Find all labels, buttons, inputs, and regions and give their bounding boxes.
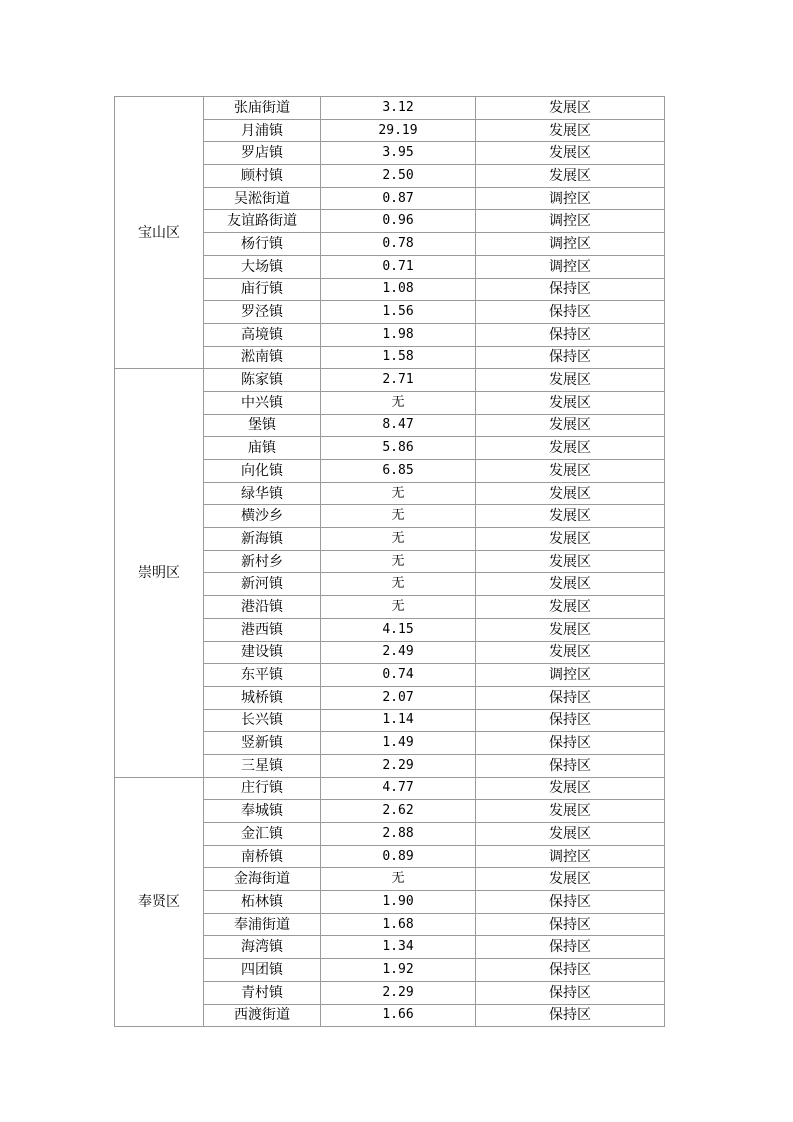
value-cell: 2.71 (321, 369, 476, 392)
zone-cell: 保持区 (476, 278, 665, 301)
value-cell: 2.62 (321, 800, 476, 823)
town-name-cell: 四团镇 (204, 959, 321, 982)
value-cell: 1.56 (321, 301, 476, 324)
value-cell: 无 (321, 573, 476, 596)
town-name-cell: 庙行镇 (204, 278, 321, 301)
town-name-cell: 金海街道 (204, 868, 321, 891)
zone-cell: 保持区 (476, 323, 665, 346)
value-cell: 0.74 (321, 664, 476, 687)
zone-cell: 调控区 (476, 210, 665, 233)
town-name-cell: 建设镇 (204, 641, 321, 664)
value-cell: 2.07 (321, 686, 476, 709)
zone-cell: 发展区 (476, 414, 665, 437)
zone-cell: 发展区 (476, 391, 665, 414)
value-cell: 1.90 (321, 891, 476, 914)
zone-cell: 发展区 (476, 505, 665, 528)
town-name-cell: 杨行镇 (204, 233, 321, 256)
zone-cell: 调控区 (476, 255, 665, 278)
town-name-cell: 张庙街道 (204, 97, 321, 120)
value-cell: 1.34 (321, 936, 476, 959)
value-cell: 无 (321, 505, 476, 528)
town-name-cell: 海湾镇 (204, 936, 321, 959)
town-name-cell: 高境镇 (204, 323, 321, 346)
town-name-cell: 庄行镇 (204, 777, 321, 800)
value-cell: 3.95 (321, 142, 476, 165)
zone-cell: 调控区 (476, 845, 665, 868)
district-town-table (114, 96, 665, 1027)
zone-cell: 保持区 (476, 754, 665, 777)
value-cell: 无 (321, 482, 476, 505)
value-cell: 1.49 (321, 732, 476, 755)
value-cell: 3.12 (321, 97, 476, 120)
zone-cell: 保持区 (476, 1004, 665, 1027)
value-cell: 8.47 (321, 414, 476, 437)
value-cell: 0.96 (321, 210, 476, 233)
value-cell: 0.89 (321, 845, 476, 868)
zone-cell: 发展区 (476, 119, 665, 142)
town-name-cell: 港西镇 (204, 618, 321, 641)
zone-cell: 保持区 (476, 959, 665, 982)
town-name-cell: 西渡街道 (204, 1004, 321, 1027)
town-name-cell: 友谊路街道 (204, 210, 321, 233)
district-name-cell: 奉贤区 (115, 777, 204, 1027)
value-cell: 1.98 (321, 323, 476, 346)
value-cell: 2.29 (321, 754, 476, 777)
zone-cell: 发展区 (476, 142, 665, 165)
zone-cell: 发展区 (476, 618, 665, 641)
value-cell: 4.15 (321, 618, 476, 641)
zone-cell: 调控区 (476, 187, 665, 210)
district-name-cell: 崇明区 (115, 369, 204, 777)
value-cell: 无 (321, 596, 476, 619)
zone-cell: 保持区 (476, 936, 665, 959)
town-name-cell: 城桥镇 (204, 686, 321, 709)
zone-cell: 保持区 (476, 686, 665, 709)
town-name-cell: 绿华镇 (204, 482, 321, 505)
town-name-cell: 新村乡 (204, 550, 321, 573)
value-cell: 无 (321, 528, 476, 551)
town-name-cell: 大场镇 (204, 255, 321, 278)
zone-cell: 发展区 (476, 437, 665, 460)
zone-cell: 发展区 (476, 868, 665, 891)
zone-cell: 发展区 (476, 482, 665, 505)
town-name-cell: 三星镇 (204, 754, 321, 777)
zone-cell: 发展区 (476, 573, 665, 596)
zone-cell: 保持区 (476, 981, 665, 1004)
table-row (115, 97, 665, 120)
town-name-cell: 淞南镇 (204, 346, 321, 369)
zone-cell: 发展区 (476, 369, 665, 392)
zone-cell: 发展区 (476, 528, 665, 551)
town-name-cell: 罗泾镇 (204, 301, 321, 324)
town-name-cell: 东平镇 (204, 664, 321, 687)
value-cell: 1.92 (321, 959, 476, 982)
value-cell: 29.19 (321, 119, 476, 142)
zone-cell: 调控区 (476, 233, 665, 256)
town-name-cell: 柘林镇 (204, 891, 321, 914)
zone-cell: 发展区 (476, 550, 665, 573)
town-name-cell: 向化镇 (204, 460, 321, 483)
zone-cell: 发展区 (476, 641, 665, 664)
town-name-cell: 横沙乡 (204, 505, 321, 528)
value-cell: 5.86 (321, 437, 476, 460)
zone-cell: 发展区 (476, 460, 665, 483)
value-cell: 4.77 (321, 777, 476, 800)
town-name-cell: 新河镇 (204, 573, 321, 596)
table-row (115, 777, 665, 800)
zone-cell: 发展区 (476, 823, 665, 846)
town-name-cell: 竖新镇 (204, 732, 321, 755)
value-cell: 2.29 (321, 981, 476, 1004)
zone-cell: 保持区 (476, 346, 665, 369)
zone-cell: 发展区 (476, 97, 665, 120)
town-name-cell: 庙镇 (204, 437, 321, 460)
zone-cell: 发展区 (476, 777, 665, 800)
town-name-cell: 奉浦街道 (204, 913, 321, 936)
town-name-cell: 长兴镇 (204, 709, 321, 732)
value-cell: 1.58 (321, 346, 476, 369)
town-name-cell: 罗店镇 (204, 142, 321, 165)
value-cell: 无 (321, 868, 476, 891)
value-cell: 无 (321, 391, 476, 414)
value-cell: 1.68 (321, 913, 476, 936)
value-cell: 1.14 (321, 709, 476, 732)
value-cell: 1.66 (321, 1004, 476, 1027)
town-name-cell: 港沿镇 (204, 596, 321, 619)
value-cell: 无 (321, 550, 476, 573)
table-body (115, 97, 665, 1027)
value-cell: 1.08 (321, 278, 476, 301)
town-name-cell: 月浦镇 (204, 119, 321, 142)
town-name-cell: 奉城镇 (204, 800, 321, 823)
value-cell: 6.85 (321, 460, 476, 483)
zone-cell: 保持区 (476, 913, 665, 936)
town-name-cell: 顾村镇 (204, 165, 321, 188)
town-name-cell: 南桥镇 (204, 845, 321, 868)
district-name-cell: 宝山区 (115, 97, 204, 369)
zone-cell: 保持区 (476, 732, 665, 755)
zone-cell: 发展区 (476, 800, 665, 823)
zone-cell: 保持区 (476, 891, 665, 914)
zone-cell: 保持区 (476, 301, 665, 324)
table-row (115, 369, 665, 392)
zone-cell: 保持区 (476, 709, 665, 732)
value-cell: 2.88 (321, 823, 476, 846)
town-name-cell: 陈家镇 (204, 369, 321, 392)
value-cell: 2.50 (321, 165, 476, 188)
value-cell: 2.49 (321, 641, 476, 664)
value-cell: 0.71 (321, 255, 476, 278)
value-cell: 0.87 (321, 187, 476, 210)
town-name-cell: 青村镇 (204, 981, 321, 1004)
town-name-cell: 新海镇 (204, 528, 321, 551)
town-name-cell: 吴淞街道 (204, 187, 321, 210)
town-name-cell: 金汇镇 (204, 823, 321, 846)
town-name-cell: 中兴镇 (204, 391, 321, 414)
value-cell: 0.78 (321, 233, 476, 256)
zone-cell: 发展区 (476, 165, 665, 188)
zone-cell: 调控区 (476, 664, 665, 687)
town-name-cell: 堡镇 (204, 414, 321, 437)
zone-cell: 发展区 (476, 596, 665, 619)
